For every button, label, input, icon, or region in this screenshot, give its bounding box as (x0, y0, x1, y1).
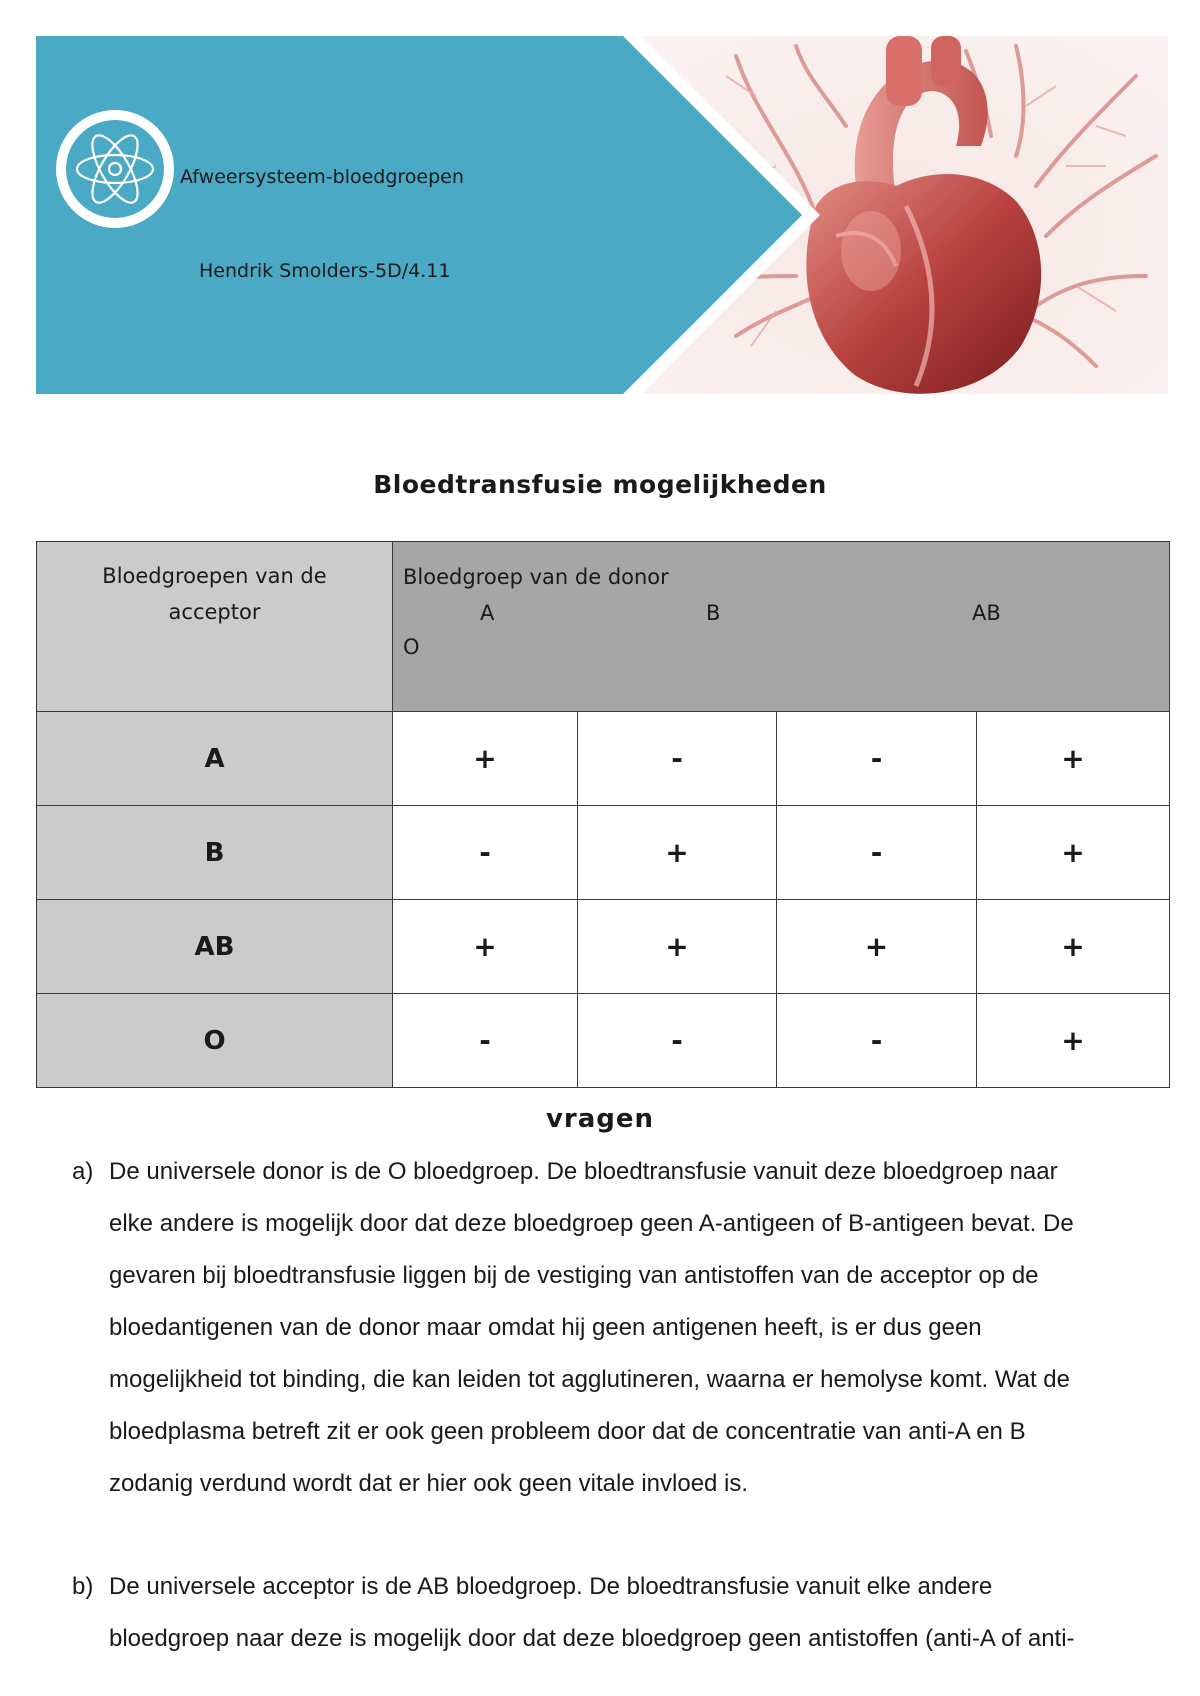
donor-group-o: O (403, 635, 420, 659)
donor-group-b: B (706, 601, 721, 625)
compatibility-cell: - (393, 806, 578, 900)
compatibility-cell: + (578, 900, 777, 994)
table-title: Bloedtransfusie mogelijkheden (373, 470, 827, 499)
compatibility-cell: - (777, 994, 977, 1088)
donor-header-label: Bloedgroep van de donor (403, 565, 669, 589)
transfusion-table (36, 541, 1170, 1088)
compatibility-cell: + (977, 994, 1170, 1088)
compatibility-cell: + (578, 806, 777, 900)
compatibility-cell: + (977, 712, 1170, 806)
compatibility-cell: - (578, 712, 777, 806)
donor-group-a: A (480, 601, 495, 625)
report-author: Hendrik Smolders-5D/4.11 (199, 260, 451, 282)
acceptor-label: A (37, 712, 393, 806)
question-answer (109, 1146, 1200, 1510)
compatibility-cell: + (393, 900, 578, 994)
questions-title: vragen (545, 1104, 655, 1134)
compatibility-cell: + (393, 712, 578, 806)
compatibility-cell: - (393, 994, 578, 1088)
answer-line: bloedantigenen van de donor maar omdat hij geen antigenen heeft, is er dus geen (109, 1314, 982, 1341)
table-row (37, 994, 1170, 1088)
table-header-row (37, 542, 1170, 712)
compatibility-cell: + (977, 900, 1170, 994)
donor-header (393, 542, 1170, 712)
table-row (37, 806, 1170, 900)
acceptor-header-line2: acceptor (168, 600, 261, 624)
compatibility-cell: - (578, 994, 777, 1088)
report-title: Afweersysteem-bloedgroepen (180, 166, 464, 188)
table-row (37, 900, 1170, 994)
answer-line: bloedplasma betreft zit er ook geen probleem door dat de concentratie van anti-A en B (109, 1418, 1026, 1445)
compatibility-cell: - (777, 712, 977, 806)
logo-background (66, 120, 164, 218)
question-letter: a) (72, 1158, 94, 1185)
acceptor-label: B (37, 806, 393, 900)
header-banner (36, 36, 1168, 394)
question-answer (109, 1561, 1200, 1665)
table-row (37, 712, 1170, 806)
atom-icon (66, 120, 164, 218)
answer-line: De universele donor is de O bloedgroep. De bloedtransfusie vanuit deze bloedgroep naar (109, 1158, 1058, 1185)
answer-line: mogelijkheid tot binding, die kan leiden tot agglutineren, waarna er hemolyse komt. Wat de (109, 1366, 1070, 1393)
acceptor-label: O (37, 994, 393, 1088)
acceptor-header-line1: Bloedgroepen van de (102, 564, 327, 588)
answer-line: bloedgroep naar deze is mogelijk door dat deze bloedgroep geen antistoffen (anti-A of anti- (109, 1625, 1075, 1652)
compatibility-cell: + (977, 806, 1170, 900)
logo (56, 110, 174, 228)
answer-line: zodanig verdund wordt dat er hier ook geen vitale invloed is. (109, 1470, 749, 1497)
answer-line: elke andere is mogelijk door dat deze bloedgroep geen A-antigeen of B-antigeen bevat. De (109, 1210, 1074, 1237)
answer-line: De universele acceptor is de AB bloedgroep. De bloedtransfusie vanuit elke andere (109, 1573, 993, 1600)
answer-line: gevaren bij bloedtransfusie liggen bij de vestiging van antistoffen van de acceptor op de (109, 1262, 1039, 1289)
compatibility-cell: + (777, 900, 977, 994)
compatibility-cell: - (777, 806, 977, 900)
acceptor-label: AB (37, 900, 393, 994)
donor-group-ab: AB (972, 601, 1001, 625)
question-letter: b) (72, 1573, 94, 1600)
banner-graphic (36, 36, 1168, 394)
acceptor-header (37, 542, 393, 712)
